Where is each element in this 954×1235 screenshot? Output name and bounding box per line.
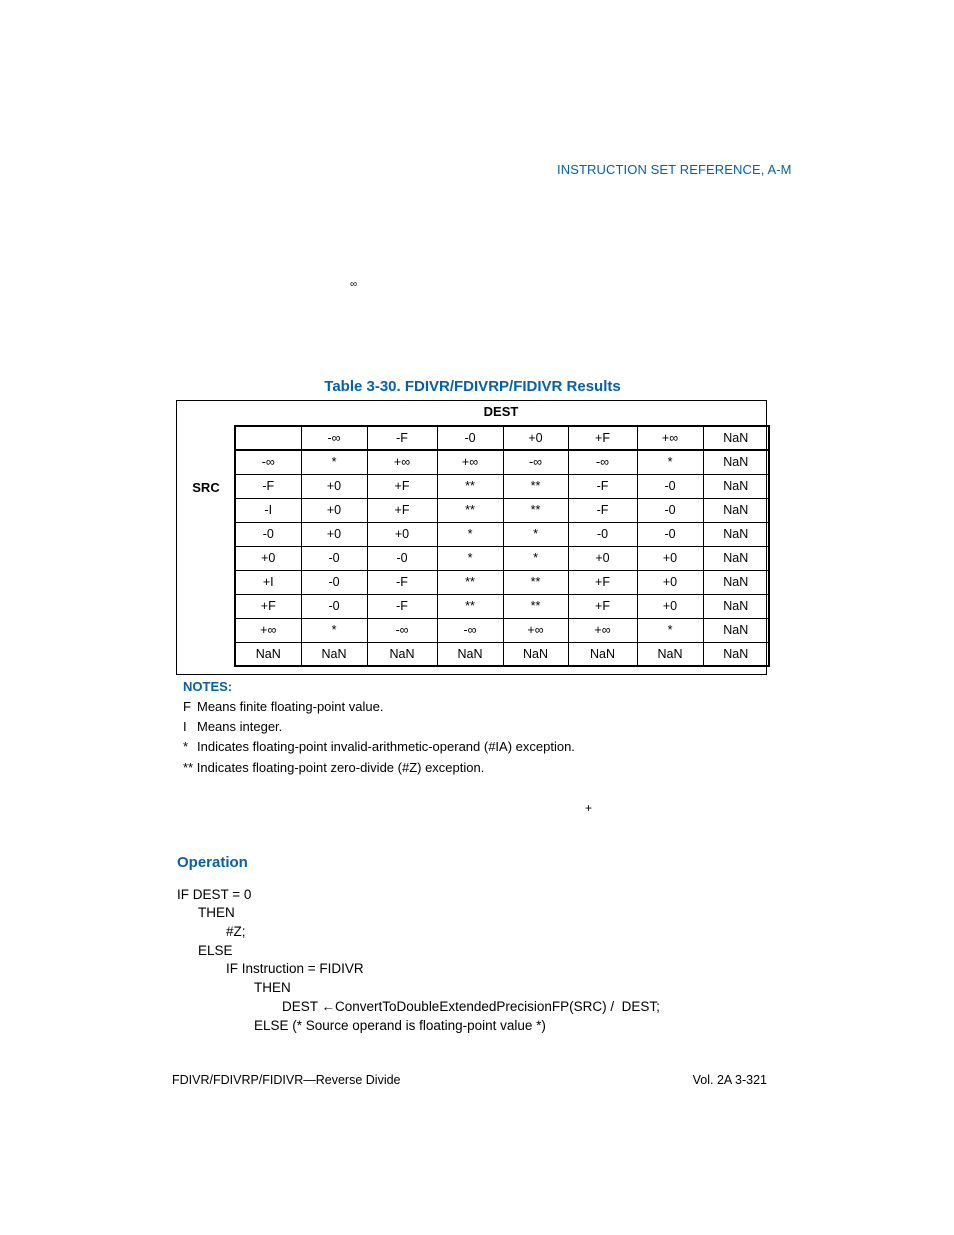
- table-cell: NaN: [301, 642, 367, 666]
- table-cell: *: [437, 522, 503, 546]
- table-cell: NaN: [367, 642, 437, 666]
- table-cell: -F: [235, 474, 301, 498]
- note-key: I: [183, 719, 187, 734]
- note-text: Means finite floating-point value.: [197, 699, 384, 714]
- table-cell: NaN: [703, 546, 769, 570]
- results-table: [234, 425, 770, 667]
- table-cell: NaN: [437, 642, 503, 666]
- table-cell: +F: [568, 594, 637, 618]
- table-cell: +∞: [568, 618, 637, 642]
- table-cell: -0: [568, 522, 637, 546]
- table-cell: +0: [301, 498, 367, 522]
- table-cell: +0: [568, 546, 637, 570]
- src-header: SRC: [192, 480, 220, 495]
- note-item: [183, 760, 484, 775]
- table-cell: NaN: [503, 642, 568, 666]
- note-key: *: [183, 739, 189, 754]
- table-cell: +0: [301, 522, 367, 546]
- table-row: [235, 474, 769, 498]
- table-cell: NaN: [703, 522, 769, 546]
- table-cell: -∞: [367, 618, 437, 642]
- table-caption: Table 3-30. FDIVR/FDIVRP/FIDIVR Results: [324, 378, 621, 395]
- table-cell: +0: [235, 546, 301, 570]
- table-cell: -F: [568, 498, 637, 522]
- table-cell: -0: [301, 594, 367, 618]
- code-line: THEN: [198, 905, 235, 920]
- table-cell: +0: [367, 522, 437, 546]
- table-cell: NaN: [703, 642, 769, 666]
- table-cell: NaN: [703, 426, 769, 450]
- table-cell: -0: [637, 474, 703, 498]
- table-cell: -I: [235, 498, 301, 522]
- note-text: Indicates floating-point zero-divide (#Z) exception.: [196, 760, 485, 775]
- table-cell: NaN: [703, 498, 769, 522]
- note-item: [183, 739, 575, 754]
- table-cell: NaN: [703, 570, 769, 594]
- table-cell: -0: [301, 570, 367, 594]
- note-key: **: [183, 760, 194, 775]
- table-cell: -0: [637, 522, 703, 546]
- table-cell: -F: [367, 594, 437, 618]
- running-header: INSTRUCTION SET REFERENCE, A-M: [557, 162, 792, 177]
- table-row: [235, 522, 769, 546]
- code-line: ELSE: [198, 943, 233, 958]
- table-cell: +0: [637, 594, 703, 618]
- table-cell: *: [301, 450, 367, 474]
- table-cell: NaN: [568, 642, 637, 666]
- dest-header: DEST: [483, 404, 519, 419]
- table-cell: +0: [637, 546, 703, 570]
- table-cell: NaN: [637, 642, 703, 666]
- code-line: IF DEST = 0: [177, 887, 252, 902]
- table-cell: -∞: [301, 426, 367, 450]
- table-cell: +F: [568, 570, 637, 594]
- table-cell: +F: [367, 474, 437, 498]
- note-item: [183, 719, 282, 734]
- table-cell: *: [637, 618, 703, 642]
- table-cell: -∞: [503, 450, 568, 474]
- table-cell: *: [637, 450, 703, 474]
- table-cell: +I: [235, 570, 301, 594]
- table-cell: +∞: [503, 618, 568, 642]
- table-cell: +∞: [367, 450, 437, 474]
- table-header-row: [235, 426, 769, 450]
- table-cell: +0: [637, 570, 703, 594]
- table-cell: NaN: [703, 450, 769, 474]
- table-cell: *: [503, 522, 568, 546]
- table-cell: [235, 426, 301, 450]
- table-cell: NaN: [703, 594, 769, 618]
- table-row: [235, 618, 769, 642]
- table-cell: *: [437, 546, 503, 570]
- table-cell: -∞: [235, 450, 301, 474]
- note-key: F: [183, 699, 191, 714]
- table-cell: +∞: [637, 426, 703, 450]
- stray-infinity-glyph: ∞: [350, 279, 358, 290]
- table-cell: NaN: [703, 618, 769, 642]
- table-cell: **: [503, 570, 568, 594]
- table-cell: NaN: [703, 474, 769, 498]
- table-cell: -F: [367, 426, 437, 450]
- code-line: IF Instruction = FIDIVR: [226, 961, 364, 976]
- code-line: DEST ←ConvertToDoubleExtendedPrecisionFP(SRC) / DEST;: [282, 999, 660, 1014]
- table-cell: +0: [301, 474, 367, 498]
- table-cell: +0: [503, 426, 568, 450]
- table-cell: +F: [367, 498, 437, 522]
- note-text: Means integer.: [197, 719, 283, 734]
- table-cell: NaN: [235, 642, 301, 666]
- table-cell: **: [503, 498, 568, 522]
- table-cell: **: [437, 498, 503, 522]
- code-line: THEN: [254, 980, 291, 995]
- table-cell: +∞: [437, 450, 503, 474]
- table-cell: -0: [301, 546, 367, 570]
- notes-title: NOTES:: [183, 679, 233, 694]
- table-row: [235, 570, 769, 594]
- note-item: [183, 699, 383, 714]
- table-row: [235, 546, 769, 570]
- table-cell: -F: [568, 474, 637, 498]
- code-line: ELSE (* Source operand is floating-point value *): [254, 1018, 546, 1033]
- table-cell: **: [437, 594, 503, 618]
- table-cell: **: [503, 594, 568, 618]
- note-text: Indicates floating-point invalid-arithmetic-operand (#IA) exception.: [197, 739, 575, 754]
- table-cell: +F: [235, 594, 301, 618]
- operation-heading: Operation: [177, 854, 248, 871]
- table-row: [235, 642, 769, 666]
- table-cell: **: [437, 474, 503, 498]
- table-cell: -F: [367, 570, 437, 594]
- table-cell: **: [503, 474, 568, 498]
- stray-plus-glyph: +: [585, 801, 593, 815]
- table-cell: -0: [367, 546, 437, 570]
- table-cell: -∞: [568, 450, 637, 474]
- table-cell: *: [301, 618, 367, 642]
- footer-page: Vol. 2A 3-321: [692, 1073, 767, 1087]
- table-cell: +∞: [235, 618, 301, 642]
- table-cell: *: [503, 546, 568, 570]
- table-cell: **: [437, 570, 503, 594]
- table-row: [235, 594, 769, 618]
- table-cell: -0: [637, 498, 703, 522]
- table-row: [235, 498, 769, 522]
- footer-title: FDIVR/FDIVRP/FIDIVR—Reverse Divide: [172, 1073, 401, 1087]
- code-line: #Z;: [226, 924, 246, 939]
- table-row: [235, 450, 769, 474]
- table-cell: -0: [437, 426, 503, 450]
- table-cell: -0: [235, 522, 301, 546]
- table-cell: -∞: [437, 618, 503, 642]
- table-cell: +F: [568, 426, 637, 450]
